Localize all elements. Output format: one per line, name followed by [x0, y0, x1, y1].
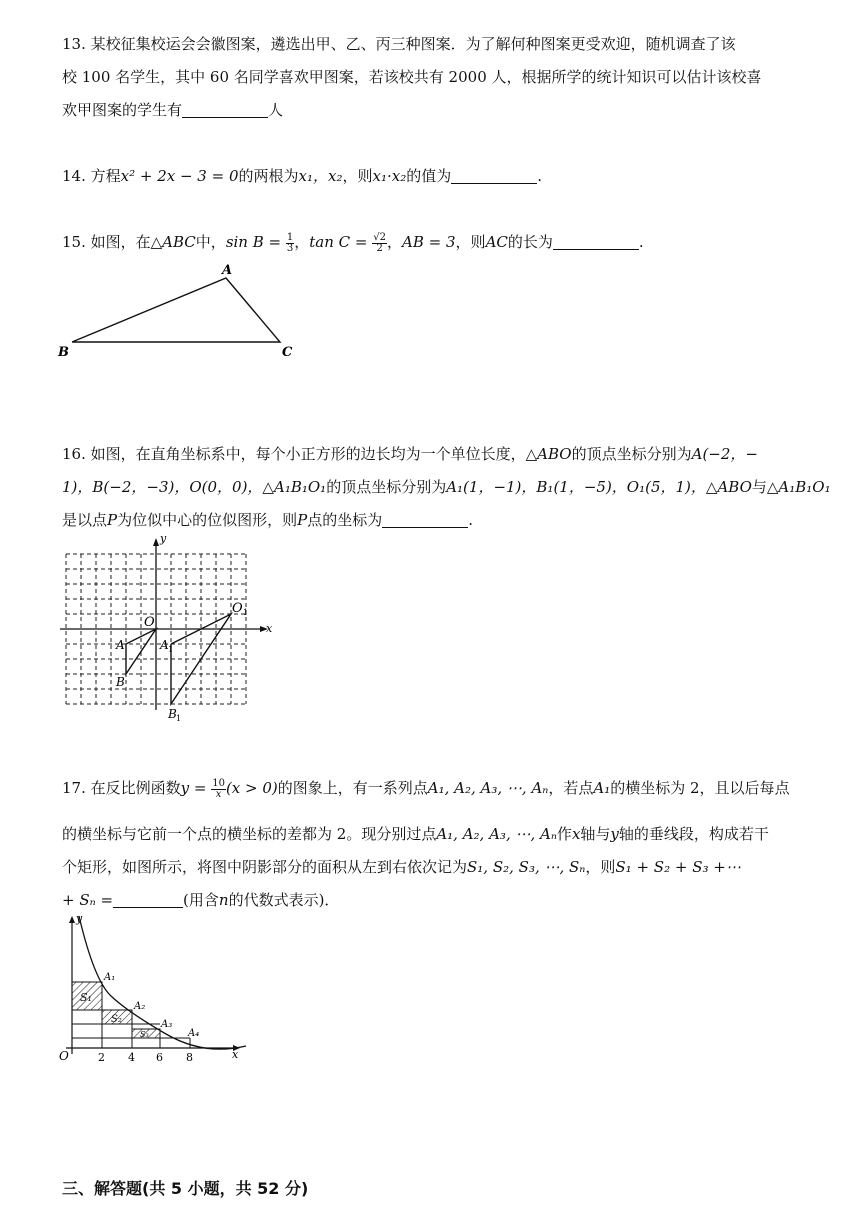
label-a1: A₁ — [104, 972, 116, 983]
x-axis-label: x — [232, 1048, 239, 1061]
q14-line: 14. 方程x² + 2x − 3 = 0的两根为x₁，x₂，则x₁·x₂的值为 . — [62, 167, 543, 185]
answer-blank — [182, 102, 268, 118]
answer-blank — [553, 234, 639, 250]
triangle-abc — [72, 278, 280, 342]
y-axis-label: y — [160, 532, 167, 545]
label-o1-subscript: 1 — [243, 608, 249, 617]
y-axis-label: y — [76, 912, 83, 925]
label-origin: O — [59, 1049, 69, 1062]
x-axis-label: x — [266, 622, 273, 635]
q15-line: 15. 如图，在△ABC中，sin B = $\frac{1}{3}$ ，tan C = $\frac{√2}{2}$ ，AB = 3，则AC的长为 . — [62, 231, 644, 254]
y-axis-arrow — [69, 916, 75, 923]
q17-line-2: 的横坐标与它前一个点的横坐标的差都为 2。现分别过点A₁, A₂, A₃, ⋯, Aₙ作x轴与y轴的垂线段，构成若干 — [62, 825, 769, 843]
answer-blank — [451, 168, 537, 184]
tick-2: 2 — [98, 1051, 105, 1062]
label-a: A — [116, 638, 125, 652]
tick-4: 4 — [128, 1051, 135, 1062]
inverse-function-figure — [56, 910, 256, 1062]
section-heading: 三、解答题(共 5 小题，共 52 分) — [62, 1179, 309, 1198]
label-a1: A — [160, 638, 169, 652]
q17-line-4: + Sₙ = (用含n的代数式表示)． — [62, 891, 340, 909]
label-s1: S₁ — [80, 991, 92, 1004]
q13-line-1: 13. 某校征集校运会会徽图案，遴选出甲、乙、丙三种图案．为了解何种图案更受欢迎，随机调查了该 — [62, 35, 736, 53]
label-b: B — [116, 675, 125, 689]
label-a1-subscript: 1 — [168, 645, 174, 654]
q13-line-3: 欢甲图案的学生有 人 — [62, 101, 284, 119]
answer-blank — [382, 512, 468, 528]
label-a3: A₃ — [161, 1019, 173, 1030]
y-axis-arrow — [153, 538, 159, 546]
q16-line-2: 1)，B(−2，−3)，O(0，0)，△A₁B₁O₁的顶点坐标分别为A₁(1，−1)，B₁(1，−5)，O₁(5，1)，△ABO与△A₁B₁O₁ — [62, 478, 831, 496]
q17-line-1: 17. 在反比例函数y = $\frac{10}{x}$ (x > 0)的图象上，有一系列点A₁, A₂, A₃, ⋯, Aₙ，若点A₁的横坐标为 2，且以后每点 — [62, 777, 790, 800]
label-o1: O — [232, 601, 243, 616]
triangle-abc-figure — [56, 262, 306, 362]
label-b1-subscript: 1 — [176, 714, 182, 723]
q16-line-3: 是以点P为位似中心的位似图形，则P点的坐标为 . — [62, 511, 474, 529]
q16-line-1: 16. 如图，在直角坐标系中，每个小正方形的边长均为一个单位长度，△ABO的顶点坐标分别为A(−2，− — [62, 445, 758, 463]
fraction-one-third: $\frac{1}{3}$ — [286, 231, 294, 254]
label-o: O — [144, 615, 155, 630]
q13-line-2: 校 100 名学生，其中 60 名同学喜欢甲图案，若该校共有 2000 人，根据所学的统计知识可以估计该校喜 — [62, 68, 762, 86]
coordinate-grid-figure — [56, 532, 286, 724]
label-c: C — [282, 345, 293, 360]
label-s3: S₃ — [140, 1030, 149, 1039]
label-a: A — [222, 263, 233, 278]
label-a4: A₄ — [188, 1028, 200, 1039]
label-b: B — [58, 345, 69, 360]
fraction-10-over-x: $\frac{10}{x}$ — [212, 777, 225, 800]
answer-blank — [113, 892, 183, 908]
q17-line-3: 个矩形，如图所示，将图中阴影部分的面积从左到右依次记为S₁, S₂, S₃, ⋯, Sₙ，则S₁ + S₂ + S₃ +⋯ — [62, 858, 741, 876]
tick-6: 6 — [156, 1051, 163, 1062]
tick-8: 8 — [186, 1051, 193, 1062]
label-a2: A₂ — [134, 1001, 146, 1012]
label-s2: S₂ — [111, 1014, 122, 1025]
label-b1: B — [168, 707, 177, 721]
fraction-sqrt2-over-2: $\frac{√2}{2}$ — [373, 231, 387, 254]
